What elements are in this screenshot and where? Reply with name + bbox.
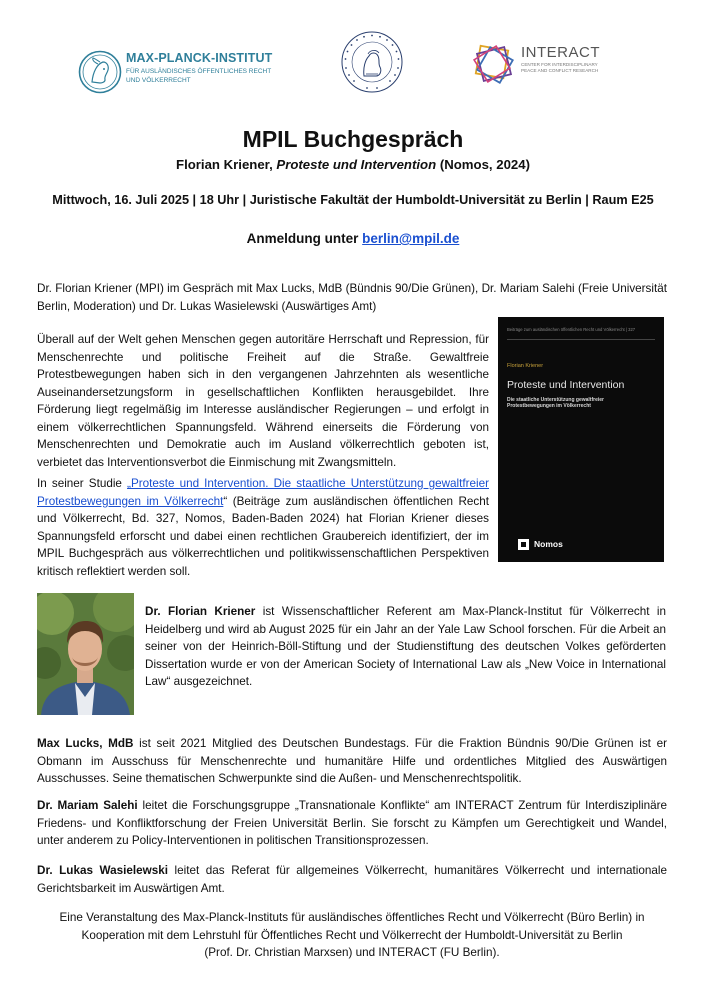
bio-kriener-text: ist Wissenschaftlicher Referent am Max-Planck-Institut für Völkerrecht in Heidelberg und wird ab August 2025 für ein Jahr an der Yale Law School forschen. Für die Arbeit an seiner von der Heinrich-Böll-Stiftung und der Studienstiftung des deutschen Volkes geförderten Dissertation wurde er von der American Society of International Law als „New Voice in International Law“ ausgezeichnet. — [145, 605, 667, 688]
bio-kriener-name: Dr. Florian Kriener — [145, 605, 256, 618]
book-publisher: Nomos — [534, 539, 563, 549]
bio-salehi-text: leitet die Forschungsgruppe „Transnationale Konflikte“ am INTERACT Zentrum für Interdisziplinäre Friedens- und Konfliktforschung der Freien Universität Berlin. Sie forscht zu Kämpfen um Gerechtigkeit und Wandel, unter anderem zu Policy-Interventionen in politischen Transitionsprozessen. — [37, 799, 668, 847]
event-dateline: Mittwoch, 16. Juli 2025 | 18 Uhr | Juristische Fakultät der Humboldt-Universität zu Berlin | Raum E25 — [52, 193, 654, 207]
participants-paragraph: Dr. Florian Kriener (MPI) im Gespräch mit Max Lucks, MdB (Bündnis 90/Die Grünen), Dr. Mariam Salehi (Freie Universität Berlin, Moderation) und Dr. Lukas Wasielewski (Auswärtiges Amt) — [37, 282, 667, 313]
book-cover-image — [498, 317, 664, 562]
footer-note — [37, 909, 667, 962]
study-paragraph — [37, 475, 489, 580]
registration-email-link[interactable]: berlin@mpil.de — [362, 231, 460, 246]
registration-line — [0, 231, 706, 246]
mpi-logo-subtitle-line1: FÜR AUSLÄNDISCHES ÖFFENTLICHES RECHT — [126, 68, 272, 75]
footer-line1: Eine Veranstaltung des Max-Planck-Instituts für ausländisches öffentliches Recht und Völkerrecht (Büro Berlin) in — [59, 911, 645, 924]
mpi-logo-subtitle — [126, 68, 271, 85]
bio-lucks — [37, 735, 667, 788]
footer-line3: (Prof. Dr. Christian Marxsen) und INTERACT (FU Berlin). — [204, 946, 500, 959]
mpi-logo — [78, 44, 278, 104]
book-series: Beiträge zum ausländischen öffentlichen Recht und Völkerrecht | 327 — [507, 327, 636, 332]
subtitle-publisher: (Nomos, 2024) — [436, 157, 530, 172]
nomos-logo-icon — [518, 539, 529, 550]
interact-logo-subtitle-line2: PEACE AND CONFLICT RESEARCH — [521, 68, 599, 73]
page-title: MPIL Buchgespräch — [242, 126, 464, 152]
study-title-link[interactable]: „Proteste und Intervention. Die staatliche Unterstützung gewaltfreier Protestbewegungen im Völkerrecht — [37, 477, 490, 508]
mpi-logo-name: MAX-PLANCK-INSTITUT — [126, 51, 273, 65]
book-divider — [507, 339, 655, 340]
study-prefix: In seiner Studie — [37, 477, 128, 490]
event-subtitle — [0, 157, 706, 172]
interact-logo-subtitle — [521, 62, 598, 74]
footer-line2: Kooperation mit dem Lehrstuhl für Öffentliches Recht und Völkerrecht der Humboldt-Universität zu Berlin — [81, 928, 623, 942]
study-suffix: “ (Beiträge zum ausländischen öffentlichen Recht und Völkerrecht, Bd. 327, Nomos, Baden-Baden 2024) hat Florian Kriener dieses Spannungsfeld erforscht und dabei einen rechtlichen Graubereich identifiziert, der im MPIL Buchgespräch aus völkerrechtlichen und politikwissenschaftlichen Perspektiven kritisch reflektiert werden soll. — [37, 494, 489, 578]
book-title: Proteste und Intervention — [507, 379, 625, 391]
bio-lucks-name: Max Lucks, MdB — [37, 737, 134, 750]
bio-kriener — [145, 603, 666, 691]
bio-wasielewski-name: Dr. Lukas Wasielewski — [37, 864, 168, 877]
bio-wasielewski — [37, 862, 667, 897]
portrait-image — [37, 593, 134, 715]
bio-salehi — [37, 797, 667, 850]
book-author: Florian Kriener — [507, 363, 544, 369]
portrait-photo — [37, 593, 134, 715]
bio-lucks-text: ist seit 2021 Mitglied des Deutschen Bundestags. Für die Fraktion Bündnis 90/Die Grünen ist er Obmann im Ausschuss für Menschenrechte und humanitäre Hilfe und ordentliches Mitglied des Auswärtigen Ausschusses. Seine thematischen Schwerpunkte sind die Außen- und Menschenrechtspolitik. — [37, 737, 667, 785]
humboldt-seal-icon — [340, 30, 404, 94]
interact-squares-icon — [470, 40, 518, 88]
registration-prefix: Anmeldung unter — [246, 231, 363, 246]
humboldt-university-seal — [340, 30, 404, 94]
interact-logo-subtitle-line1: CENTER FOR INTERDISCIPLINARY — [521, 62, 598, 67]
bio-wasielewski-text: leitet das Referat für allgemeines Völkerrecht, humanitäres Völkerrecht und internationale Gerichtsbarkeit im Auswärtigen Amt. — [37, 864, 667, 895]
mpi-logo-subtitle-line2: UND VÖLKERRECHT — [126, 76, 191, 84]
interact-logo — [470, 40, 620, 90]
interact-logo-name: INTERACT — [521, 44, 600, 61]
book-subtitle: Die staatliche Unterstützung gewaltfreier Protestbewegungen im Völkerrecht — [507, 397, 604, 410]
bio-salehi-name: Dr. Mariam Salehi — [37, 799, 138, 812]
subtitle-book-title: Proteste und Intervention — [276, 157, 437, 172]
minerva-emblem-icon — [78, 50, 122, 94]
subtitle-author: Florian Kriener, — [176, 157, 277, 172]
intro-paragraph: Überall auf der Welt gehen Menschen gegen autoritäre Herrschaft und Repression, für Menschenrechte und politische Freiheit auf die Straße. Gewaltfreie Protestbewegungen haben sich in den vergangenen Jahrzehnten als wesentliche Auseinandersetzungsform in gesellschaftlichen Konflikten herausgebildet. Ihre Förderung liegt regelmäßig im Interesse ausländischer Regierungen – und erfolgt in einem völkerrechtlichen Spannungsfeld. Während einerseits die Förderung von Menschenrechten und Demokratie auch im Ausland völkerrechtlich geboten ist, verbietet das Interventionsverbot die Einmischung mit Zwangsmitteln. — [37, 333, 489, 469]
